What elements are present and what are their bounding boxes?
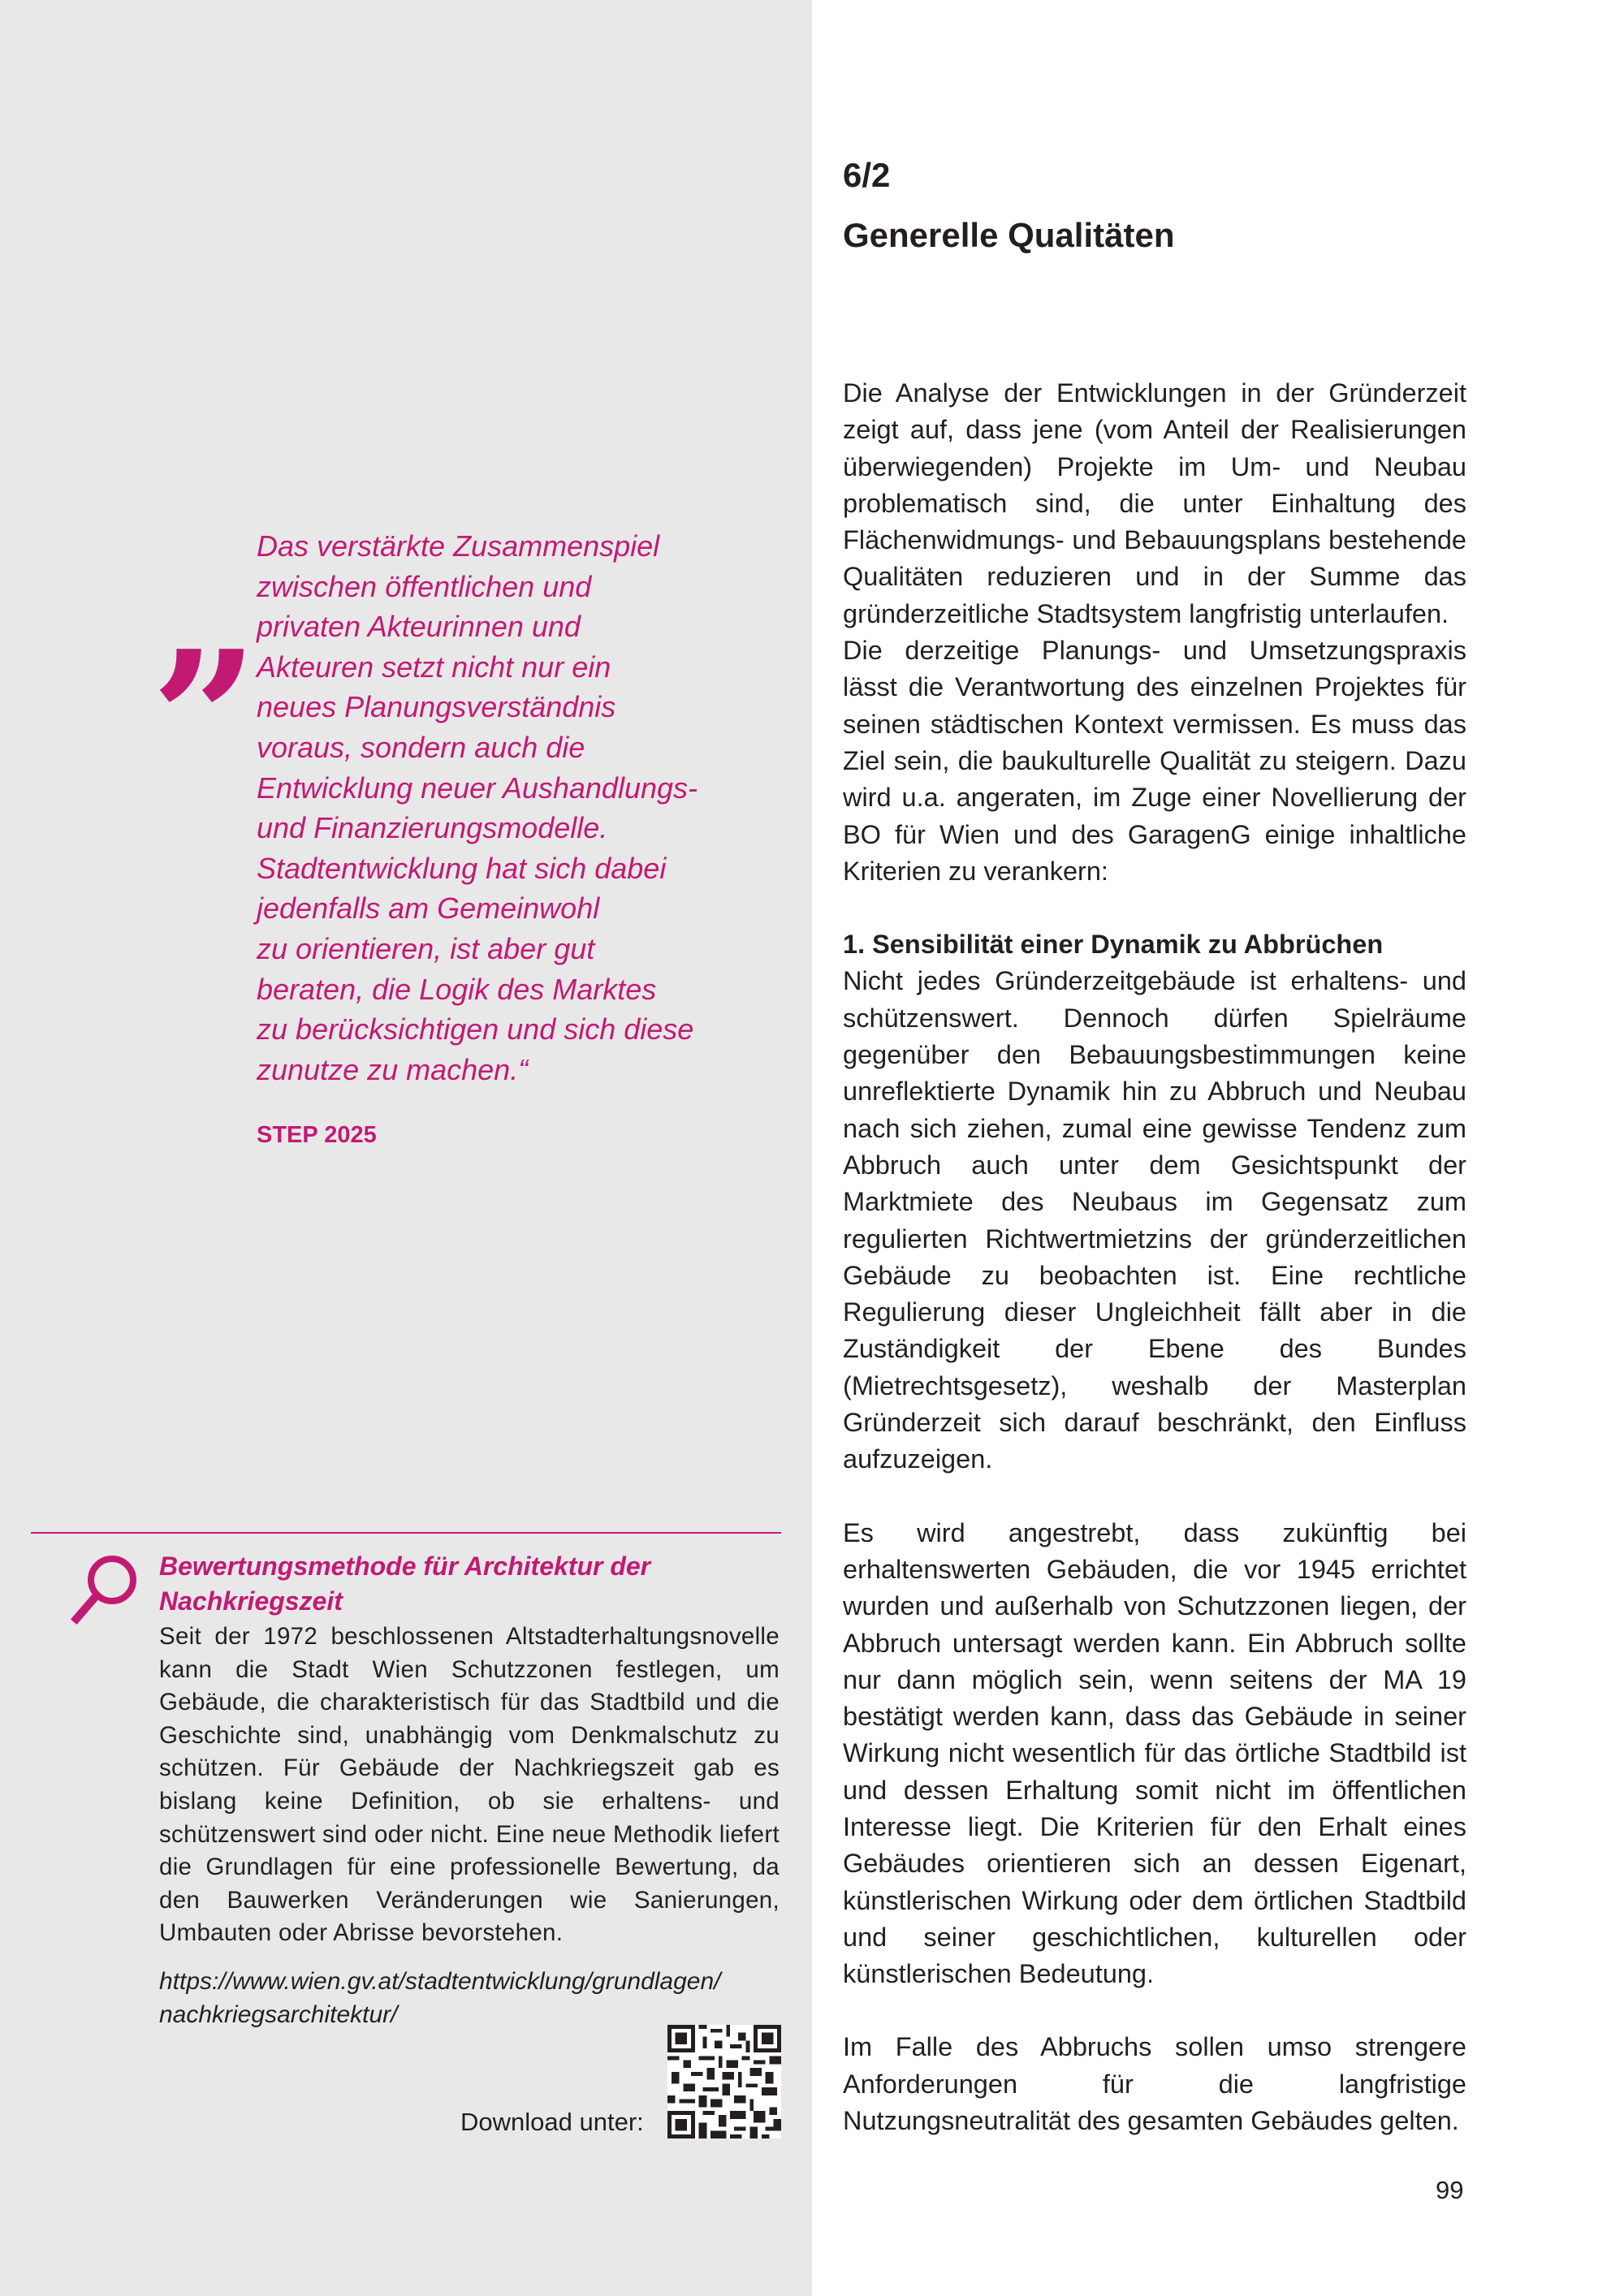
intro-paragraph: Die Analyse der Entwicklungen in der Gründerzeit zeigt auf, dass jene (vom Anteil der Realisierungen überwiegenden) Projekte im Um- und Neubau problematisch sind, die unter Einhaltung des Flächenwidmungs- und Bebauungsplans bestehende Qualitäten reduzieren und in der Summe das gründerzeitliche Stadtsystem langfristig unterlaufen. bbox=[843, 378, 1466, 628]
quote-line: voraus, sondern auch die bbox=[257, 730, 585, 764]
quote-line: neues Planungsverständnis bbox=[257, 690, 616, 724]
quote-line: jedenfalls am Gemeinwohl bbox=[257, 891, 600, 926]
pull-quote bbox=[257, 526, 744, 1090]
quote-line: Stadtentwicklung hat sich dabei bbox=[257, 851, 667, 885]
infobox-title-line: Bewertungsmethode für Architektur der bbox=[159, 1552, 651, 1581]
main-text-column bbox=[843, 375, 1466, 2139]
subheading-abbrueche: 1. Sensibilität einer Dynamik zu Abbrüchen bbox=[843, 930, 1384, 960]
page-number: 99 bbox=[1436, 2176, 1464, 2204]
quote-line: Akteuren setzt nicht nur ein bbox=[257, 650, 611, 684]
infobox-link[interactable] bbox=[159, 1965, 793, 2031]
quote-source: STEP 2025 bbox=[257, 1122, 377, 1148]
quote-line: zunutze zu machen.“ bbox=[257, 1052, 529, 1086]
quote-line: Entwicklung neuer Aushandlungs- bbox=[257, 770, 698, 805]
intro-paragraph-2: Die derzeitige Planungs- und Umsetzungspraxis lässt die Verantwortung des einzelnen Projektes für seinen städtischen Kontext vermissen. Es muss das Ziel sein, die baukulturelle Qualität zu steigern. Dazu wird u.a. angeraten, im Zuge einer Novellierung der BO für Wien und des GaragenG einige inhaltliche Kriterien zu verankern: bbox=[843, 636, 1466, 886]
paragraph-abbruch-untersagt: Es wird angestrebt, dass zukünftig bei erhaltenswerten Gebäuden, die vor 1945 errichtet wurden und außerhalb von Schutzzonen liegen, der Abbruch untersagt werden kann. Ein Abbruch sollte nur dann möglich sein, wenn seitens der MA 19 bestätigt werden kann, dass das Gebäude in seiner Wirkung nicht wesentlich für das örtliche Stadtbild ist und dessen Erhaltung somit nicht im öffentlichen Interesse liegt. Die Kriterien für den Erhalt eines Gebäudes orientieren sich an dessen Eigenart, künstlerischen Wirkung oder dem örtlichen Stadtbild und seiner geschichtlichen, kulturellen oder künstlerischen Bedeutung. bbox=[843, 1517, 1466, 1989]
quote-line: privaten Akteurinnen und bbox=[257, 610, 581, 644]
infobox-link-line[interactable]: nachkriegsarchitektur/ bbox=[159, 2001, 398, 2028]
infobox-title bbox=[159, 1549, 784, 1619]
spacer bbox=[843, 890, 1466, 926]
spacer bbox=[843, 1992, 1466, 2029]
quote-line: Das verstärkte Zusammenspiel bbox=[257, 529, 660, 563]
infobox-link-line[interactable]: https://www.wien.gv.at/stadtentwicklung/grundlagen/ bbox=[159, 1968, 721, 1995]
quote-line: zu berücksichtigen und sich diese bbox=[257, 1012, 694, 1047]
section-title: Generelle Qualitäten bbox=[843, 216, 1175, 254]
quote-line: beraten, die Logik des Marktes bbox=[257, 972, 657, 1006]
quote-line: und Finanzierungsmodelle. bbox=[257, 811, 608, 845]
download-label: Download unter: bbox=[460, 2108, 644, 2136]
spacer bbox=[843, 1478, 1466, 1515]
magnifier-icon bbox=[70, 1552, 141, 1627]
quote-mark-icon: „ bbox=[154, 503, 262, 723]
quote-line: zu orientieren, ist aber gut bbox=[257, 931, 595, 965]
section-number: 6/2 bbox=[843, 156, 891, 194]
paragraph-nutzungsneutralitaet: Im Falle des Abbruchs sollen umso strengere Anforderungen für die langfristige Nutzungsneutralität des gesamten Gebäudes gelten. bbox=[843, 2032, 1466, 2136]
qr-code-icon[interactable] bbox=[667, 2025, 781, 2138]
infobox-body: Seit der 1972 beschlossenen Altstadterhaltungsnovelle kann die Stadt Wien Schutzzonen festlegen, um Gebäude, die charakteristisch für das Stadtbild und die Geschichte sind, unabhängig vom Denkmalschutz zu schützen. Für Gebäude der Nachkriegszeit gab es bislang keine Definition, ob sie erhaltens- und schützenswert sind oder nicht. Eine neue Methodik liefert die Grundlagen für eine professionelle Bewertung, da den Bauwerken Veränderungen wie Sanierungen, Umbauten oder Abrisse bevorstehen. bbox=[159, 1623, 780, 1947]
infobox-title-line: Nachkriegszeit bbox=[159, 1586, 343, 1616]
infobox-divider bbox=[31, 1532, 781, 1534]
quote-line: zwischen öffentlichen und bbox=[257, 569, 592, 603]
paragraph-dynamik: Nicht jedes Gründerzeitgebäude ist erhaltens- und schützenswert. Dennoch dürfen Spielräume gegenüber den Bebauungsbestimmungen keine unreflektierte Dynamik hin zu Abbruch und Neubau nach sich ziehen, zumal eine gewisse Tendenz zum Abbruch auch unter dem Gesichtspunkt der Marktmiete des Neubaus im Gegensatz zum regulierten Richtwertmietzins der gründerzeitlichen Gebäude zu beobachten ist. Eine rechtliche Regulierung dieser Ungleichheit fällt aber in die Zuständigkeit der Ebene des Bundes (Mietrechtsgesetz), weshalb der Masterplan Gründerzeit sich darauf beschränkt, den Einfluss aufzuzeigen. bbox=[843, 966, 1466, 1474]
